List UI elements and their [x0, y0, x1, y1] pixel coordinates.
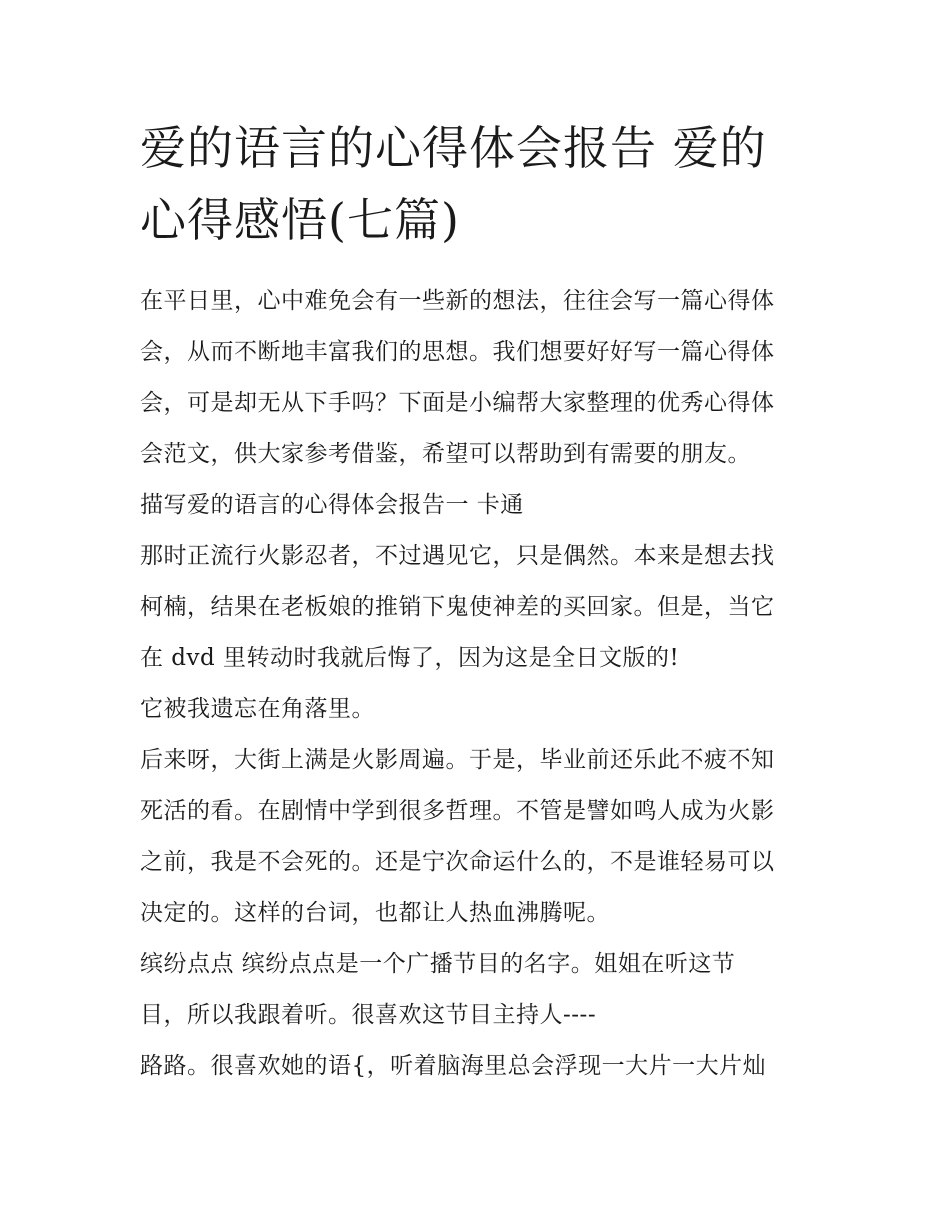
paragraph-line: 它被我遗忘在角落里。 [140, 696, 375, 722]
paragraph-line: 后来呀，大街上满是火影周遍。于是，毕业前还乐此不疲不知 [140, 747, 775, 773]
paragraph-line: 路路。很喜欢她的语{，听着脑海里总会浮现一大片一大片灿 [140, 1053, 767, 1079]
title-line-2: 心得感悟(七篇) [140, 193, 460, 247]
paragraph-line: 在平日里，心中难免会有一些新的想法，往往会写一篇心得体 [140, 288, 775, 314]
paragraph-line: 缤纷点点 缤纷点点是一个广播节目的名字。姐姐在听这节 [140, 951, 736, 977]
paragraph-line: 会范文，供大家参考借鉴，希望可以帮助到有需要的朋友。 [140, 441, 751, 467]
document-body [140, 276, 830, 1092]
paragraph-line: 目，所以我跟着听。很喜欢这节目主持人---- [140, 1002, 597, 1028]
paragraph-line: 会，从而不断地丰富我们的思想。我们想要好好写一篇心得体 [140, 339, 775, 365]
paragraph-line: 柯楠，结果在老板娘的推销下鬼使神差的买回家。但是，当它 [140, 594, 775, 620]
title-line-1: 爱的语言的心得体会报告 爱的 [140, 121, 767, 175]
section-heading-line: 描写爱的语言的心得体会报告一 卡通 [140, 492, 524, 518]
paragraph-line: 死活的看。在剧情中学到很多哲理。不管是譬如鸣人成为火影 [140, 798, 775, 824]
paragraph-line: 之前，我是不会死的。还是宁次命运什么的，不是谁轻易可以 [140, 849, 775, 875]
paragraph-line: 决定的。这样的台词，也都让人热血沸腾呢。 [140, 900, 610, 926]
paragraph-line: 那时正流行火影忍者，不过遇见它，只是偶然。本来是想去找 [140, 543, 775, 569]
paragraph-line: 在 dvd 里转动时我就后悔了，因为这是全日文版的! [140, 645, 680, 671]
document-title [140, 112, 820, 256]
paragraph-line: 会，可是却无从下手吗？下面是小编帮大家整理的优秀心得体 [140, 390, 775, 416]
